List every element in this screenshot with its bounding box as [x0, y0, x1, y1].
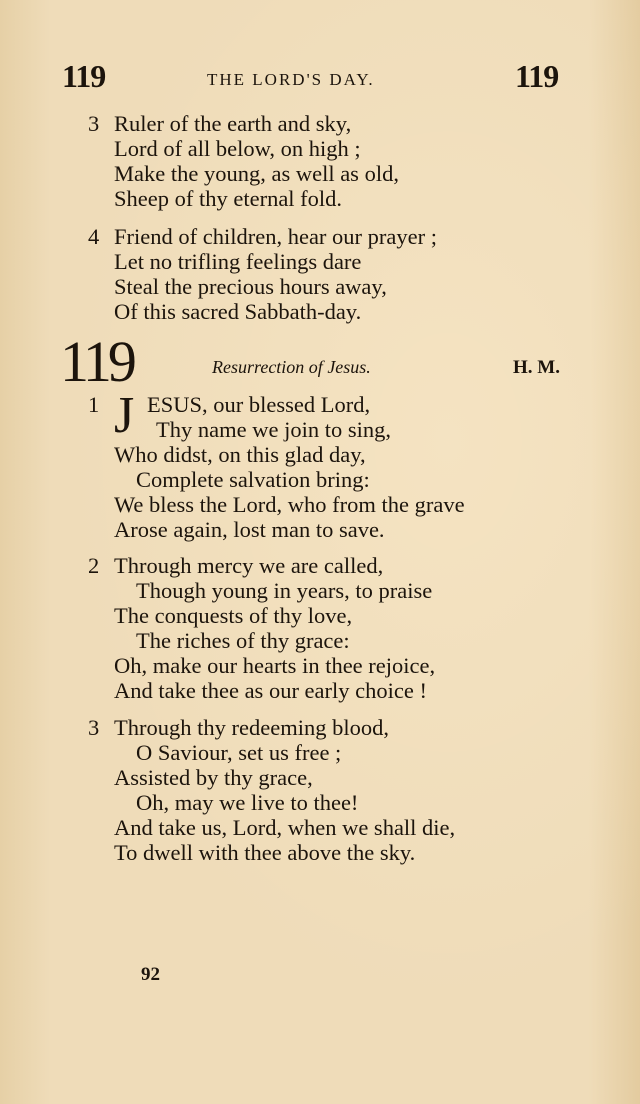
- verse-line: Let no trifling feelings dare: [114, 249, 362, 274]
- verse-line: We bless the Lord, who from the grave: [114, 492, 465, 517]
- stanza-number: 2: [88, 553, 100, 578]
- running-header: [0, 58, 640, 98]
- hymn-meter: H. M.: [513, 357, 560, 378]
- verse-line: And take us, Lord, when we shall die,: [114, 815, 456, 840]
- stanza-number: 3: [88, 715, 100, 740]
- verse-line: Through thy redeeming blood,: [114, 715, 389, 740]
- page-number-right: 119: [515, 58, 559, 94]
- hymn-subject: Resurrection of Jesus.: [212, 357, 371, 377]
- verse-line: Oh, make our hearts in thee rejoice,: [114, 653, 436, 678]
- verse-line: Make the young, as well as old,: [114, 161, 399, 186]
- signature-mark: 92: [141, 964, 160, 985]
- page-number-left: 119: [62, 58, 106, 94]
- stanza-number: 4: [88, 224, 100, 249]
- verse-line: Through mercy we are called,: [114, 553, 384, 578]
- verse-line: Though young in years, to praise: [136, 578, 433, 603]
- verse-line: Complete salvation bring:: [136, 467, 370, 492]
- verse-line: O Saviour, set us free ;: [136, 740, 342, 765]
- verse-line: Of this sacred Sabbath-day.: [114, 299, 362, 324]
- verse-line: Steal the precious hours away,: [114, 274, 387, 299]
- verse-line: To dwell with thee above the sky.: [114, 840, 416, 865]
- hymn-number: 119: [60, 329, 133, 394]
- verse-line: Who didst, on this glad day,: [114, 442, 366, 467]
- verse-line: Thy name we join to sing,: [156, 417, 391, 442]
- verse-line: And take thee as our early choice !: [114, 678, 427, 703]
- verse-line: The riches of thy grace:: [136, 628, 350, 653]
- verse-line: Assisted by thy grace,: [114, 765, 313, 790]
- verse-line: Lord of all below, on high ;: [114, 136, 361, 161]
- stanza-number: 3: [88, 111, 100, 136]
- verse-line: Friend of children, hear our prayer ;: [114, 224, 437, 249]
- verse-line: Arose again, lost man to save.: [114, 517, 385, 542]
- verse-line: Oh, may we live to thee!: [136, 790, 359, 815]
- verse-line: The conquests of thy love,: [114, 603, 353, 628]
- verse-line: ESUS, our blessed Lord,: [147, 392, 371, 417]
- verse-line: Ruler of the earth and sky,: [114, 111, 352, 136]
- verse-line: Sheep of thy eternal fold.: [114, 186, 343, 211]
- running-title: THE LORD'S DAY.: [207, 70, 375, 89]
- stanza-number: 1: [88, 392, 100, 417]
- drop-cap: J: [114, 387, 135, 444]
